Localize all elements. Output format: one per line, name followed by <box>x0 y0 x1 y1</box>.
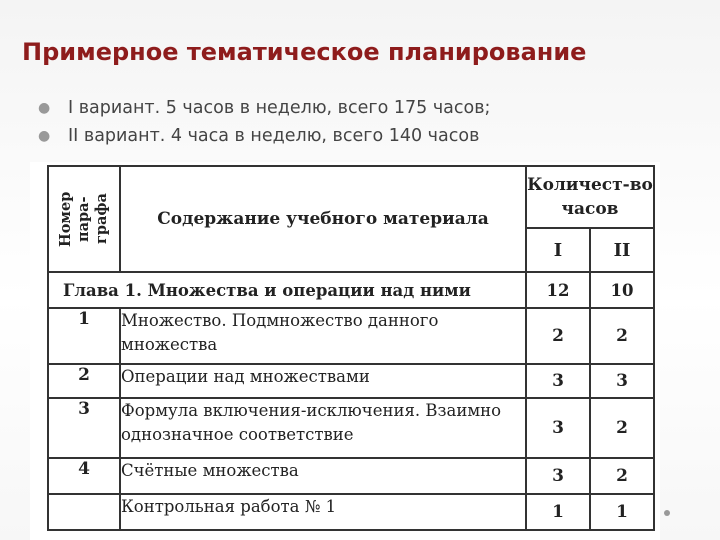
row-content: Операции над множествами <box>120 364 526 398</box>
bullet-item <box>38 94 698 122</box>
slide-title: Примерное тематическое планирование <box>22 38 587 66</box>
table-row <box>48 494 654 530</box>
row-hours-1: 3 <box>526 458 590 494</box>
row-number: 4 <box>48 458 120 494</box>
row-hours-1: 2 <box>526 308 590 364</box>
header-hours: Количест-во часов <box>526 166 654 228</box>
row-number <box>48 494 120 530</box>
row-hours-1: 3 <box>526 364 590 398</box>
table-row <box>48 308 654 364</box>
header-number-label: Номер пара- графа <box>57 191 110 247</box>
table-row <box>48 398 654 458</box>
row-hours-1: 3 <box>526 398 590 458</box>
chapter-title: Глава 1. Множества и операции над ними <box>48 272 526 308</box>
bullet-text: I вариант. 5 часов в неделю, всего 175 часов; <box>68 98 491 118</box>
row-hours-1: 1 <box>526 494 590 530</box>
planning-table <box>47 165 655 531</box>
table-row <box>48 458 654 494</box>
header-variant-1: I <box>526 228 590 272</box>
table-header-row <box>48 166 654 228</box>
table-row <box>48 364 654 398</box>
chapter-row <box>48 272 654 308</box>
header-number <box>48 166 120 272</box>
row-content: Множество. Подмножество данного множества <box>120 308 526 364</box>
decorative-dot-icon <box>664 510 670 516</box>
row-hours-2: 2 <box>590 458 654 494</box>
row-number: 3 <box>48 398 120 458</box>
bullet-list <box>38 94 698 150</box>
bullet-item <box>38 122 698 150</box>
row-content: Контрольная работа № 1 <box>120 494 526 530</box>
chapter-hours-1: 12 <box>526 272 590 308</box>
header-content: Содержание учебного материала <box>120 166 526 272</box>
row-hours-2: 1 <box>590 494 654 530</box>
row-number: 2 <box>48 364 120 398</box>
table-image <box>30 162 660 540</box>
row-hours-2: 2 <box>590 308 654 364</box>
header-variant-2: II <box>590 228 654 272</box>
row-content: Формула включения-исключения. Взаимно однозначное соответствие <box>120 398 526 458</box>
row-number: 1 <box>48 308 120 364</box>
row-hours-2: 2 <box>590 398 654 458</box>
bullet-dot-icon: ● <box>38 100 51 116</box>
bullet-dot-icon: ● <box>38 128 51 144</box>
chapter-hours-2: 10 <box>590 272 654 308</box>
bullet-text: II вариант. 4 часа в неделю, всего 140 часов <box>68 126 480 146</box>
row-hours-2: 3 <box>590 364 654 398</box>
row-content: Счётные множества <box>120 458 526 494</box>
